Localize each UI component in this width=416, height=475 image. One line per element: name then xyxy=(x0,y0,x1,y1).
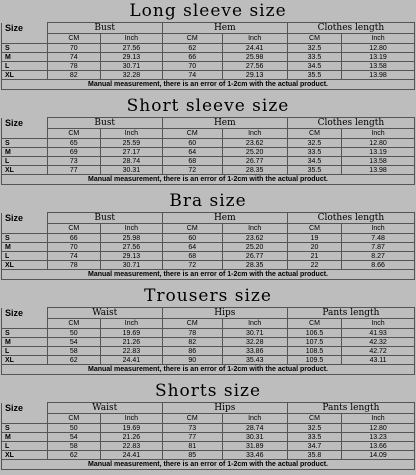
unit-inch-header: Inch xyxy=(342,414,415,424)
value-cell: 60 xyxy=(162,139,222,148)
column-header: Hem xyxy=(162,23,287,34)
value-cell: 27.56 xyxy=(100,44,162,53)
empty-cell xyxy=(2,129,48,139)
unit-cm-header: CM xyxy=(162,34,222,44)
value-cell: 12.80 xyxy=(342,44,415,53)
unit-inch-header: Inch xyxy=(222,319,287,329)
value-cell: 14.09 xyxy=(342,451,415,460)
size-cell: XL xyxy=(2,451,48,460)
value-cell: 68 xyxy=(162,252,222,261)
value-cell: 78 xyxy=(162,329,222,338)
value-cell: 28.74 xyxy=(222,424,287,433)
value-cell: 32.28 xyxy=(100,71,162,80)
size-header: Size xyxy=(2,118,48,129)
table-row xyxy=(2,148,415,157)
size-cell: XL xyxy=(2,71,48,80)
size-cell: M xyxy=(2,433,48,442)
empty-cell xyxy=(2,224,48,234)
size-cell: M xyxy=(2,338,48,347)
measurement-note: Manual measurement, there is an error of 1-2cm with the actual product. xyxy=(2,270,415,280)
unit-inch-header: Inch xyxy=(222,414,287,424)
column-header: Waist xyxy=(47,403,162,414)
size-table xyxy=(1,22,415,90)
value-cell: 85 xyxy=(162,451,222,460)
value-cell: 64 xyxy=(162,243,222,252)
value-cell: 41.93 xyxy=(342,329,415,338)
size-section xyxy=(0,190,416,280)
value-cell: 8.66 xyxy=(342,261,415,270)
size-cell: S xyxy=(2,44,48,53)
value-cell: 86 xyxy=(162,347,222,356)
size-cell: S xyxy=(2,424,48,433)
value-cell: 65 xyxy=(47,139,100,148)
value-cell: 30.71 xyxy=(100,62,162,71)
size-section xyxy=(0,380,416,470)
value-cell: 58 xyxy=(47,347,100,356)
unit-inch-header: Inch xyxy=(222,129,287,139)
value-cell: 12.80 xyxy=(342,139,415,148)
value-cell: 81 xyxy=(162,442,222,451)
size-cell: S xyxy=(2,329,48,338)
value-cell: 77 xyxy=(47,166,100,175)
value-cell: 72 xyxy=(162,166,222,175)
size-cell: L xyxy=(2,252,48,261)
value-cell: 42.32 xyxy=(342,338,415,347)
column-header: Hem xyxy=(162,213,287,224)
table-row xyxy=(2,157,415,166)
column-header: Hips xyxy=(162,403,287,414)
value-cell: 43.11 xyxy=(342,356,415,365)
unit-cm-header: CM xyxy=(287,319,341,329)
value-cell: 13.98 xyxy=(342,71,415,80)
size-cell: XL xyxy=(2,166,48,175)
value-cell: 30.71 xyxy=(100,261,162,270)
table-row xyxy=(2,356,415,365)
value-cell: 73 xyxy=(162,424,222,433)
size-section xyxy=(0,0,416,90)
value-cell: 74 xyxy=(47,53,100,62)
value-cell: 90 xyxy=(162,356,222,365)
value-cell: 33.46 xyxy=(222,451,287,460)
size-cell: M xyxy=(2,148,48,157)
value-cell: 70 xyxy=(162,62,222,71)
table-row xyxy=(2,234,415,243)
value-cell: 35.43 xyxy=(222,356,287,365)
table-row xyxy=(2,451,415,460)
value-cell: 21.26 xyxy=(100,433,162,442)
column-header: Pants length xyxy=(287,308,414,319)
unit-cm-header: CM xyxy=(162,129,222,139)
unit-cm-header: CM xyxy=(287,224,341,234)
value-cell: 13.19 xyxy=(342,53,415,62)
size-cell: L xyxy=(2,157,48,166)
size-header: Size xyxy=(2,403,48,414)
empty-cell xyxy=(2,414,48,424)
value-cell: 33.5 xyxy=(287,53,341,62)
unit-inch-header: Inch xyxy=(100,319,162,329)
value-cell: 26.77 xyxy=(222,157,287,166)
column-header: Clothes length xyxy=(287,213,414,224)
section-title: Short sleeve size xyxy=(126,96,290,116)
unit-inch-header: Inch xyxy=(100,414,162,424)
value-cell: 13.58 xyxy=(342,62,415,71)
measurement-note: Manual measurement, there is an error of 1-2cm with the actual product. xyxy=(2,175,415,185)
unit-inch-header: Inch xyxy=(342,34,415,44)
value-cell: 60 xyxy=(162,234,222,243)
value-cell: 32.5 xyxy=(287,139,341,148)
size-cell: M xyxy=(2,243,48,252)
size-table xyxy=(1,307,415,375)
size-table xyxy=(1,117,415,185)
value-cell: 27.56 xyxy=(222,62,287,71)
value-cell: 23.62 xyxy=(222,139,287,148)
value-cell: 27.17 xyxy=(100,148,162,157)
value-cell: 26.77 xyxy=(222,252,287,261)
column-header: Hem xyxy=(162,118,287,129)
value-cell: 32.28 xyxy=(222,338,287,347)
value-cell: 78 xyxy=(47,62,100,71)
value-cell: 109.5 xyxy=(287,356,341,365)
column-header: Waist xyxy=(47,308,162,319)
value-cell: 62 xyxy=(162,44,222,53)
value-cell: 78 xyxy=(47,261,100,270)
table-row xyxy=(2,329,415,338)
column-header: Bust xyxy=(47,213,162,224)
section-title: Trousers size xyxy=(144,286,272,306)
section-title: Shorts size xyxy=(154,381,262,401)
value-cell: 107.5 xyxy=(287,338,341,347)
value-cell: 25.98 xyxy=(100,234,162,243)
empty-cell xyxy=(2,34,48,44)
value-cell: 23.62 xyxy=(222,234,287,243)
measurement-note: Manual measurement, there is an error of 1-2cm with the actual product. xyxy=(2,365,415,375)
value-cell: 106.5 xyxy=(287,329,341,338)
unit-inch-header: Inch xyxy=(100,34,162,44)
value-cell: 62 xyxy=(47,451,100,460)
size-section xyxy=(0,285,416,375)
size-cell: XL xyxy=(2,261,48,270)
value-cell: 68 xyxy=(162,157,222,166)
value-cell: 58 xyxy=(47,442,100,451)
value-cell: 32.5 xyxy=(287,424,341,433)
unit-inch-header: Inch xyxy=(222,224,287,234)
value-cell: 29.13 xyxy=(222,71,287,80)
unit-cm-header: CM xyxy=(162,224,222,234)
table-row xyxy=(2,442,415,451)
table-row xyxy=(2,338,415,347)
table-row xyxy=(2,139,415,148)
value-cell: 25.59 xyxy=(100,139,162,148)
size-header: Size xyxy=(2,23,48,34)
value-cell: 74 xyxy=(47,252,100,261)
table-row xyxy=(2,62,415,71)
value-cell: 108.5 xyxy=(287,347,341,356)
value-cell: 19.69 xyxy=(100,424,162,433)
value-cell: 21.26 xyxy=(100,338,162,347)
value-cell: 35.5 xyxy=(287,71,341,80)
value-cell: 29.13 xyxy=(100,53,162,62)
value-cell: 21 xyxy=(287,252,341,261)
value-cell: 54 xyxy=(47,433,100,442)
value-cell: 77 xyxy=(162,433,222,442)
table-row xyxy=(2,433,415,442)
size-cell: L xyxy=(2,347,48,356)
size-header: Size xyxy=(2,213,48,224)
value-cell: 24.41 xyxy=(100,356,162,365)
size-table xyxy=(1,212,415,280)
unit-inch-header: Inch xyxy=(100,129,162,139)
value-cell: 25.20 xyxy=(222,148,287,157)
table-row xyxy=(2,347,415,356)
value-cell: 13.58 xyxy=(342,157,415,166)
value-cell: 28.35 xyxy=(222,166,287,175)
value-cell: 31.89 xyxy=(222,442,287,451)
table-row xyxy=(2,44,415,53)
value-cell: 42.72 xyxy=(342,347,415,356)
size-cell: S xyxy=(2,139,48,148)
unit-cm-header: CM xyxy=(162,319,222,329)
value-cell: 22.83 xyxy=(100,442,162,451)
value-cell: 54 xyxy=(47,338,100,347)
value-cell: 72 xyxy=(162,261,222,270)
measurement-note: Manual measurement, there is an error of 1-2cm with the actual product. xyxy=(2,460,415,470)
table-row xyxy=(2,252,415,261)
unit-cm-header: CM xyxy=(287,129,341,139)
value-cell: 82 xyxy=(162,338,222,347)
value-cell: 22.83 xyxy=(100,347,162,356)
value-cell: 28.35 xyxy=(222,261,287,270)
value-cell: 22 xyxy=(287,261,341,270)
value-cell: 50 xyxy=(47,424,100,433)
value-cell: 13.23 xyxy=(342,433,415,442)
value-cell: 25.20 xyxy=(222,243,287,252)
value-cell: 73 xyxy=(47,157,100,166)
value-cell: 34.5 xyxy=(287,62,341,71)
column-header: Bust xyxy=(47,118,162,129)
value-cell: 33.86 xyxy=(222,347,287,356)
column-header: Bust xyxy=(47,23,162,34)
unit-inch-header: Inch xyxy=(342,129,415,139)
unit-inch-header: Inch xyxy=(342,224,415,234)
measurement-note: Manual measurement, there is an error of 1-2cm with the actual product. xyxy=(2,80,415,90)
value-cell: 24.41 xyxy=(222,44,287,53)
value-cell: 29.13 xyxy=(100,252,162,261)
value-cell: 66 xyxy=(162,53,222,62)
unit-cm-header: CM xyxy=(47,34,100,44)
value-cell: 70 xyxy=(47,44,100,53)
value-cell: 30.71 xyxy=(222,329,287,338)
value-cell: 30.31 xyxy=(100,166,162,175)
size-cell: L xyxy=(2,62,48,71)
value-cell: 66 xyxy=(47,234,100,243)
column-header: Pants length xyxy=(287,403,414,414)
value-cell: 35.5 xyxy=(287,166,341,175)
value-cell: 12.80 xyxy=(342,424,415,433)
table-row xyxy=(2,243,415,252)
size-cell: XL xyxy=(2,356,48,365)
table-row xyxy=(2,71,415,80)
unit-inch-header: Inch xyxy=(100,224,162,234)
value-cell: 13.66 xyxy=(342,442,415,451)
size-header: Size xyxy=(2,308,48,319)
empty-cell xyxy=(2,319,48,329)
value-cell: 20 xyxy=(287,243,341,252)
value-cell: 33.5 xyxy=(287,148,341,157)
size-table xyxy=(1,402,415,470)
value-cell: 24.41 xyxy=(100,451,162,460)
value-cell: 19 xyxy=(287,234,341,243)
value-cell: 82 xyxy=(47,71,100,80)
section-title: Long sleeve size xyxy=(129,1,287,21)
value-cell: 34.7 xyxy=(287,442,341,451)
section-title: Bra size xyxy=(169,191,247,211)
value-cell: 28.74 xyxy=(100,157,162,166)
value-cell: 64 xyxy=(162,148,222,157)
value-cell: 34.5 xyxy=(287,157,341,166)
unit-cm-header: CM xyxy=(47,129,100,139)
value-cell: 69 xyxy=(47,148,100,157)
column-header: Clothes length xyxy=(287,23,414,34)
value-cell: 25.98 xyxy=(222,53,287,62)
value-cell: 74 xyxy=(162,71,222,80)
value-cell: 7.87 xyxy=(342,243,415,252)
unit-cm-header: CM xyxy=(47,319,100,329)
size-section xyxy=(0,95,416,185)
value-cell: 8.27 xyxy=(342,252,415,261)
value-cell: 33.5 xyxy=(287,433,341,442)
size-cell: S xyxy=(2,234,48,243)
value-cell: 27.56 xyxy=(100,243,162,252)
unit-cm-header: CM xyxy=(47,224,100,234)
unit-cm-header: CM xyxy=(47,414,100,424)
value-cell: 7.48 xyxy=(342,234,415,243)
value-cell: 13.98 xyxy=(342,166,415,175)
unit-cm-header: CM xyxy=(287,34,341,44)
unit-cm-header: CM xyxy=(162,414,222,424)
unit-cm-header: CM xyxy=(287,414,341,424)
value-cell: 70 xyxy=(47,243,100,252)
table-row xyxy=(2,166,415,175)
unit-inch-header: Inch xyxy=(222,34,287,44)
value-cell: 62 xyxy=(47,356,100,365)
column-header: Hips xyxy=(162,308,287,319)
value-cell: 32.5 xyxy=(287,44,341,53)
table-row xyxy=(2,53,415,62)
value-cell: 13.19 xyxy=(342,148,415,157)
value-cell: 50 xyxy=(47,329,100,338)
table-row xyxy=(2,424,415,433)
table-row xyxy=(2,261,415,270)
unit-inch-header: Inch xyxy=(342,319,415,329)
column-header: Clothes length xyxy=(287,118,414,129)
size-cell: L xyxy=(2,442,48,451)
value-cell: 19.69 xyxy=(100,329,162,338)
value-cell: 30.31 xyxy=(222,433,287,442)
size-cell: M xyxy=(2,53,48,62)
value-cell: 35.8 xyxy=(287,451,341,460)
